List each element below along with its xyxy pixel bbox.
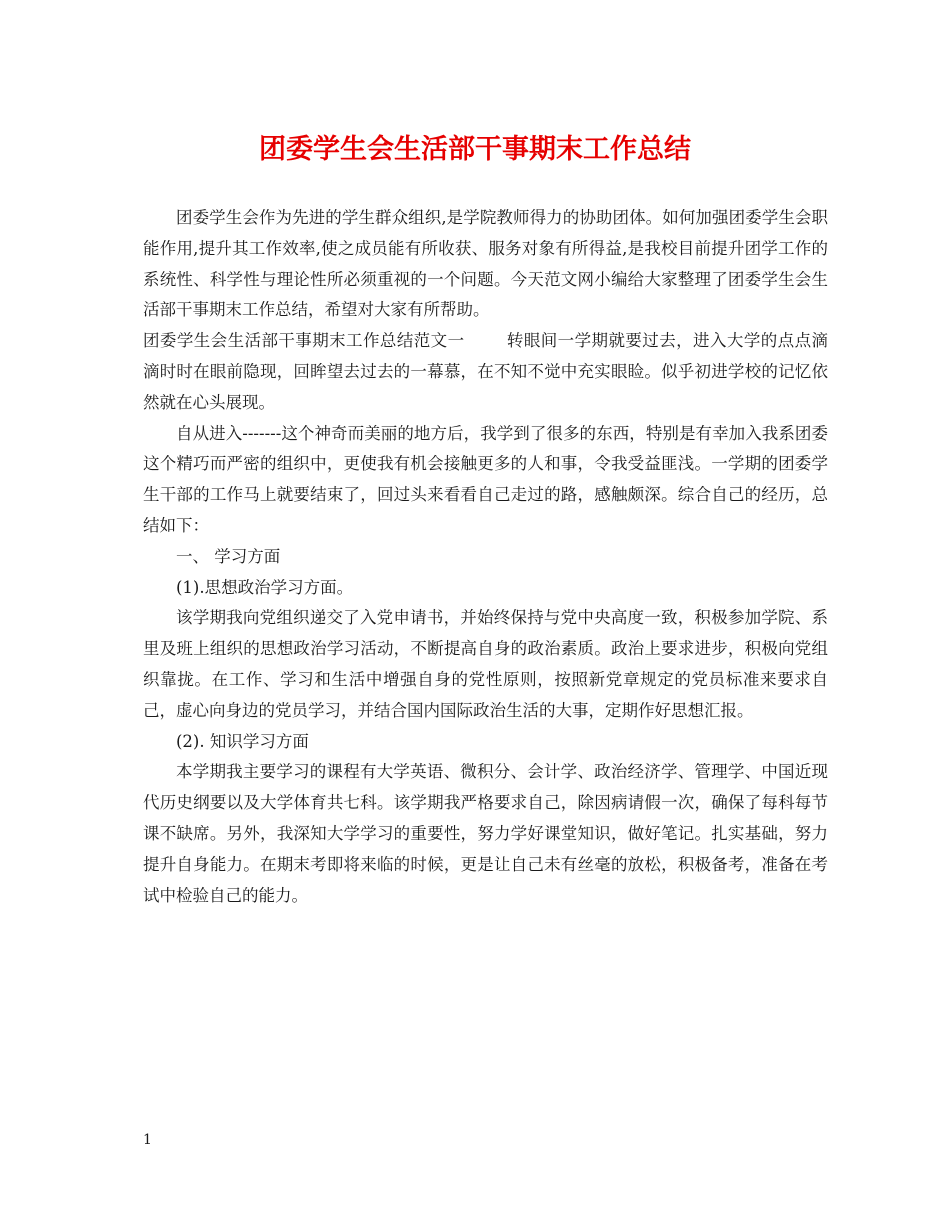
arrival-paragraph: 自从进入-------这个神奇而美丽的地方后，我学到了很多的东西，特别是有幸加入我系团委这个精巧而严密的组织中，更使我有机会接触更多的人和事，令我受益匪浅。一学期的团委学生干部的工作马上就要结束了，回过头来看看自己走过的路，感触颇深。综合自己的经历，总结如下： — [143, 423, 828, 535]
intro-paragraph: 团委学生会作为先进的学生群众组织,是学院教师得力的协助团体。如何加强团委学生会职能作用,提升其工作效率,使之成员能有所收获、服务对象有所得益,是我校目前提升团学工作的系统性、科学性与理论性所必须重视的一个问题。今天范文网小编给大家整理了团委学生会生活部干事期末工作总结，希望对大家有所帮助。 — [143, 208, 828, 320]
subsection-heading-politics: (1).思想政治学习方面。 — [176, 577, 354, 597]
sample-paragraph — [143, 326, 828, 418]
sample-text: 转眼间一学期就要过去，进入大学的点点滴滴时时在眼前隐现，回眸望去过去的一幕慕，在不知不觉中充实眼睑。似乎初进学校的记忆依然就在心头展现。 — [143, 331, 829, 412]
sample-heading: 团委学生会生活部干事期末工作总结范文一 — [143, 331, 465, 351]
document-body — [143, 203, 828, 911]
subsection-heading-knowledge: (2). 知识学习方面 — [176, 731, 309, 751]
knowledge-paragraph: 本学期我主要学习的课程有大学英语、微积分、会计学、政治经济学、管理学、中国近现代历史纲要以及大学体育共七科。该学期我严格要求自己，除因病请假一次，确保了每科每节课不缺席。另外，我深知大学学习的重要性，努力学好课堂知识，做好笔记。扎实基础，努力提升自身能力。在期末考即将来临的时候，更是让自己未有丝毫的放松，积极备考，准备在考试中检验自己的能力。 — [143, 762, 828, 905]
section-heading-study: 一、 学习方面 — [176, 546, 281, 566]
page-number: 1 — [143, 1132, 152, 1148]
page-title: 团委学生会生活部干事期末工作总结 — [259, 134, 691, 165]
politics-paragraph: 该学期我向党组织递交了入党申请书，并始终保持与党中央高度一致，积极参加学院、系里及班上组织的思想政治学习活动，不断提高自身的政治素质。政治上要求进步，积极向党组织靠拢。在工作、学习和生活中增强自身的党性原则，按照新党章规定的党员标准来要求自己，虚心向身边的党员学习，并结合国内国际政治生活的大事，定期作好思想汇报。 — [143, 608, 828, 720]
